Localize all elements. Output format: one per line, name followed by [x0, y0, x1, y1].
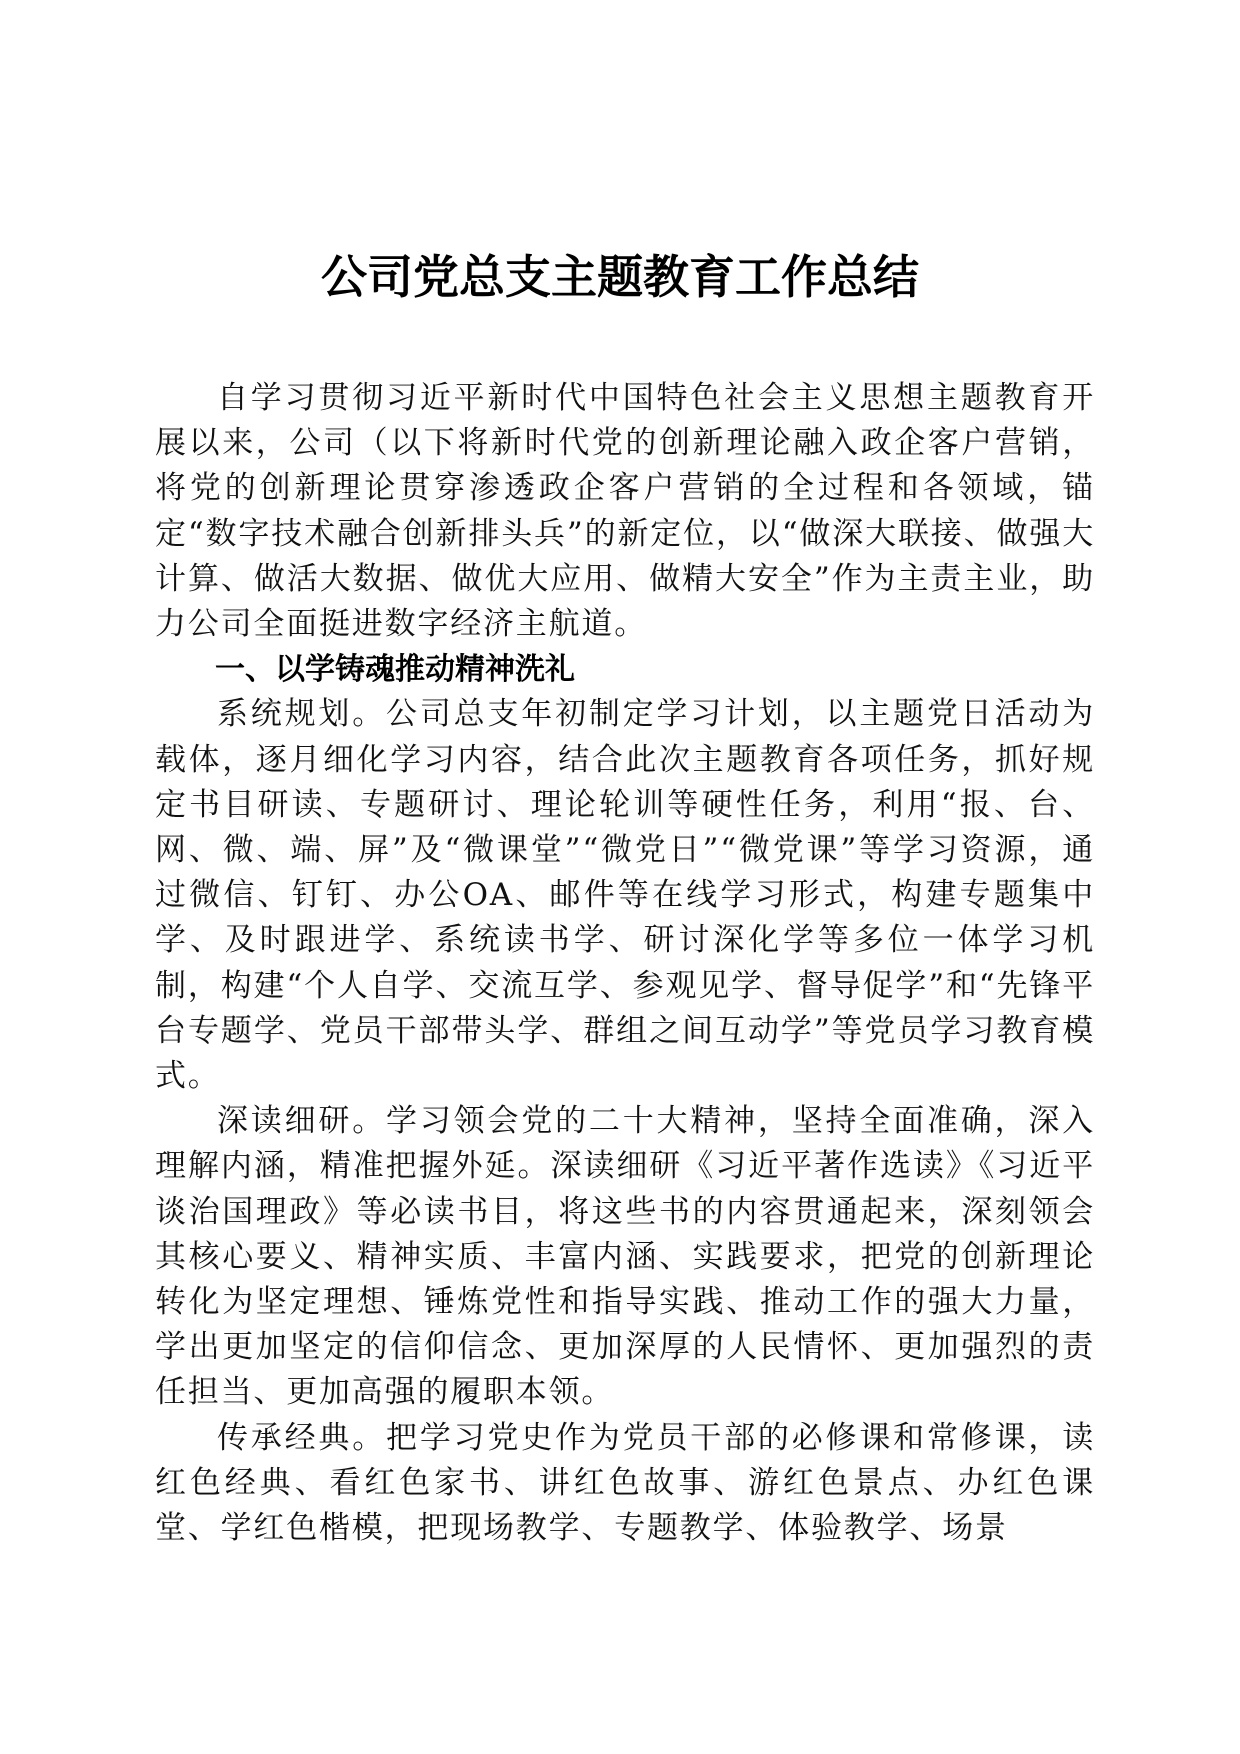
body-paragraph: 深读细研。学习领会党的二十大精神，坚持全面准确，深入理解内涵，精准把握外延。深读细研《习近平著作选读》《习近平谈治国理政》等必读书目，将这些书的内容贯通起来，深刻领会其核心要义、精神实质、丰富内涵、实践要求，把党的创新理论转化为坚定理想、锤炼党性和指导实践、推动工作的强大力量，学出更加坚定的信仰信念、更加深厚的人民情怀、更加强烈的责任担当、更加高强的履职本领。	[155, 1103, 1095, 1411]
section-heading: 一、以学铸魂推动精神洗礼	[215, 652, 575, 688]
body-paragraph: 系统规划。公司总支年初制定学习计划，以主题党日活动为载体，逐月细化学习内容，结合此次主题教育各项任务，抓好规定书目研读、专题研讨、理论轮训等硬性任务，利用“报、台、网、微、端、屏”及“微课堂”“微党日”“微党课”等学习资源，通过微信、钉钉、办公OA、邮件等在线学习形式，构建专题集中学、及时跟进学、系统读书学、研讨深化学等多位一体学习机制，构建“个人自学、交流互学、参观见学、督导促学”和“先锋平台专题学、党员干部带头学、群组之间互动学”等党员学习教育模式。	[155, 696, 1095, 1095]
document-body	[155, 376, 1095, 1551]
intro-paragraph: 自学习贯彻习近平新时代中国特色社会主义思想主题教育开展以来，公司（以下将新时代党的创新理论融入政企客户营销，将党的创新理论贯穿渗透政企客户营销的全过程和各领域，锚定“数字技术融合创新排头兵”的新定位，以“做深大联接、做强大计算、做活大数据、做优大应用、做精大安全”作为主责主业，助力公司全面挺进数字经济主航道。	[155, 380, 1095, 643]
document-title: 公司党总支主题教育工作总结	[321, 250, 919, 304]
body-paragraph: 传承经典。把学习党史作为党员干部的必修课和常修课，读红色经典、看红色家书、讲红色故事、游红色景点、办红色课堂、学红色楷模，把现场教学、专题教学、体验教学、场景	[155, 1419, 1095, 1547]
